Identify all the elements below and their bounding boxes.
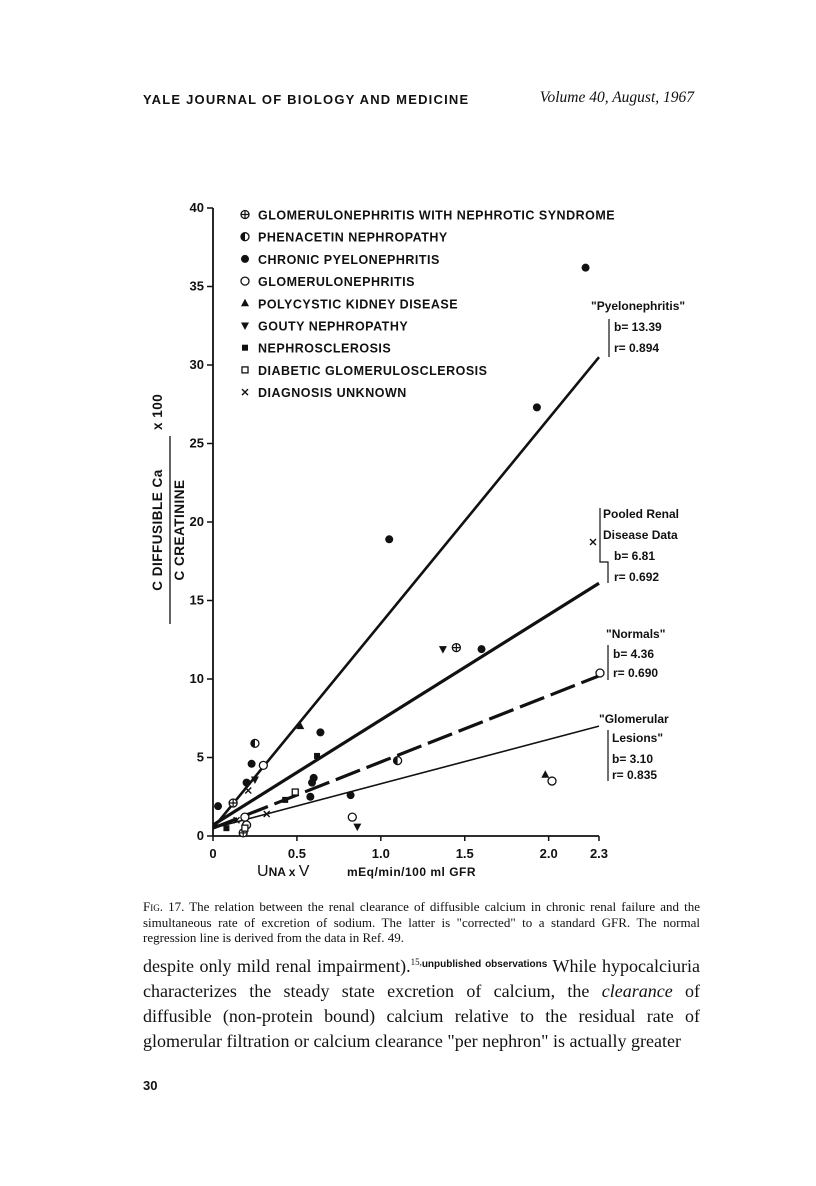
data-point-open-circle <box>548 777 556 785</box>
data-point-half-circle <box>251 739 259 747</box>
x-tick-label: 1.5 <box>455 846 474 861</box>
pooled-marker-x <box>590 539 596 545</box>
legend-symbol-x <box>242 389 248 395</box>
glomerular-slope: b= 3.10 <box>612 752 654 766</box>
x-axis-label-main: UNA x V <box>257 863 310 880</box>
x-axis-label-units: mEq/min/100 ml GFR <box>347 865 477 879</box>
y-tick-label: 10 <box>189 671 204 686</box>
x-tick-label: 0 <box>209 846 217 861</box>
data-point-half-circle <box>394 757 402 765</box>
x-tick-label: 1.0 <box>371 846 390 861</box>
y-tick-label: 5 <box>196 749 204 765</box>
regression-annotations <box>590 299 685 782</box>
figure-number: Fig. 17. <box>143 899 185 914</box>
body-text-3: of diffusible (non-protein bound) calcium relative to the residual rate of glomerular filtration or calcium clearance "per nephron" is actually greater <box>143 981 700 1051</box>
body-text-1: despite only mild renal impairment). <box>143 956 411 976</box>
body-text-2: While hypocalciuria characterizes the steady state excretion of calcium, the <box>143 956 701 1001</box>
regression-line-2 <box>213 583 599 825</box>
unpublished-note: unpublished observations <box>421 959 548 970</box>
normals-r: r= 0.690 <box>613 666 659 680</box>
legend-label: PHENACETIN NEPHROPATHY <box>258 230 448 245</box>
legend-symbol-open-square <box>242 367 248 373</box>
legend-label: DIABETIC GLOMERULOSCLEROSIS <box>258 363 488 378</box>
chart-legend <box>241 209 615 401</box>
data-point-filled-circle <box>478 645 486 653</box>
y-tick-label: 25 <box>189 435 204 451</box>
data-point-filled-circle <box>385 535 393 543</box>
data-point-filled-square <box>282 797 288 803</box>
glomerular-label-1: "Glomerular <box>599 712 669 726</box>
data-point-triangle-down <box>439 646 447 654</box>
normals-slope: b= 4.36 <box>613 647 655 661</box>
normals-label: "Normals" <box>606 627 666 641</box>
x-tick-label: 2.3 <box>589 846 609 861</box>
data-point-filled-circle <box>243 779 251 787</box>
data-point-filled-circle <box>347 791 355 799</box>
data-point-x <box>245 787 251 793</box>
legend-label: GLOMERULONEPHRITIS WITH NEPHROTIC SYNDROME <box>258 208 616 223</box>
reference-superscript: 15, <box>410 957 422 967</box>
y-tick-label: 30 <box>189 357 204 372</box>
legend-label: CHRONIC PYELONEPHRITIS <box>258 252 440 267</box>
y-tick-label: 0 <box>196 828 204 843</box>
glomerular-r: r= 0.835 <box>612 768 658 782</box>
body-paragraph <box>143 950 700 1054</box>
legend-label: NEPHROSCLEROSIS <box>258 341 392 356</box>
legend-symbol-half-circle <box>241 233 249 241</box>
regression-line-3 <box>213 676 599 828</box>
legend-symbol-crossed-circle <box>241 211 249 219</box>
data-point-triangle-up <box>541 770 549 778</box>
data-point-crossed-circle <box>229 799 237 807</box>
data-point-filled-circle <box>248 760 256 768</box>
y-tick-label: 35 <box>189 278 204 294</box>
data-point-open-circle <box>241 813 249 821</box>
data-point-triangle-down <box>353 824 361 832</box>
issue-info: Volume 40, August, 1967 <box>539 89 694 106</box>
legend-symbol-triangle-up <box>241 299 249 307</box>
pooled-slope: b= 6.81 <box>614 549 656 563</box>
data-point-filled-circle <box>316 728 324 736</box>
y-axis-label <box>150 394 187 624</box>
legend-symbol-filled-circle <box>241 255 249 263</box>
y-tick-label: 40 <box>189 200 204 215</box>
legend-label: DIAGNOSIS UNKNOWN <box>258 386 407 401</box>
data-point-filled-square <box>314 753 320 759</box>
axis-labels <box>150 394 476 880</box>
x-tick-label: 0.5 <box>287 846 306 861</box>
figure-caption <box>143 899 700 946</box>
normals-marker-o <box>596 669 604 677</box>
y-label-denominator: C CREATININE <box>172 479 187 581</box>
journal-title: YALE JOURNAL OF BIOLOGY AND MEDICINE <box>143 92 470 107</box>
y-label-numerator: C DIFFUSIBLE Ca <box>150 469 165 591</box>
pooled-label-1: Pooled Renal <box>603 507 680 521</box>
pyelonephritis-label: "Pyelonephritis" <box>591 299 686 313</box>
y-tick-label: 20 <box>189 514 204 529</box>
regression-line-4 <box>213 726 599 828</box>
data-point-filled-circle <box>306 793 314 801</box>
body-emphasis: clearance <box>601 981 673 1001</box>
data-point-open-circle <box>259 761 267 769</box>
pooled-label-2: Disease Data <box>603 528 678 542</box>
data-point-filled-circle <box>533 403 541 411</box>
x-tick-label: 2.0 <box>539 846 558 861</box>
data-point-filled-circle <box>582 264 590 272</box>
glomerular-label-2: Lesions" <box>612 731 664 745</box>
pyelonephritis-r: r= 0.894 <box>614 341 660 355</box>
page-number: 30 <box>143 1078 158 1093</box>
pooled-r: r= 0.692 <box>614 570 660 584</box>
data-point-open-circle <box>348 813 356 821</box>
data-point-crossed-circle <box>452 644 460 652</box>
legend-symbol-filled-square <box>242 345 248 351</box>
regression-lines <box>213 357 599 828</box>
legend-label: GOUTY NEPHROPATHY <box>258 319 409 334</box>
legend-symbol-triangle-down <box>241 323 249 331</box>
legend-label: GLOMERULONEPHRITIS <box>258 275 415 290</box>
data-point-open-square <box>292 789 298 795</box>
y-tick-label: 15 <box>189 592 204 608</box>
regression-line-1 <box>213 357 599 828</box>
data-point-filled-circle <box>308 779 316 787</box>
data-point-filled-square <box>223 825 229 831</box>
y-label-factor: x 100 <box>150 393 165 430</box>
caption-text: The relation between the renal clearance of diffusible calcium in chronic renal failure and the simultaneous rate of excretion of sodium. The latter is "corrected" to a standard GFR. The normal regression line is derived from the data in Ref. 49. <box>143 899 701 945</box>
legend-symbol-open-circle <box>241 277 249 285</box>
data-point-open-square <box>242 825 248 831</box>
pyelonephritis-slope: b= 13.39 <box>614 320 662 334</box>
data-point-filled-circle <box>214 802 222 810</box>
legend-label: POLYCYSTIC KIDNEY DISEASE <box>258 297 459 312</box>
